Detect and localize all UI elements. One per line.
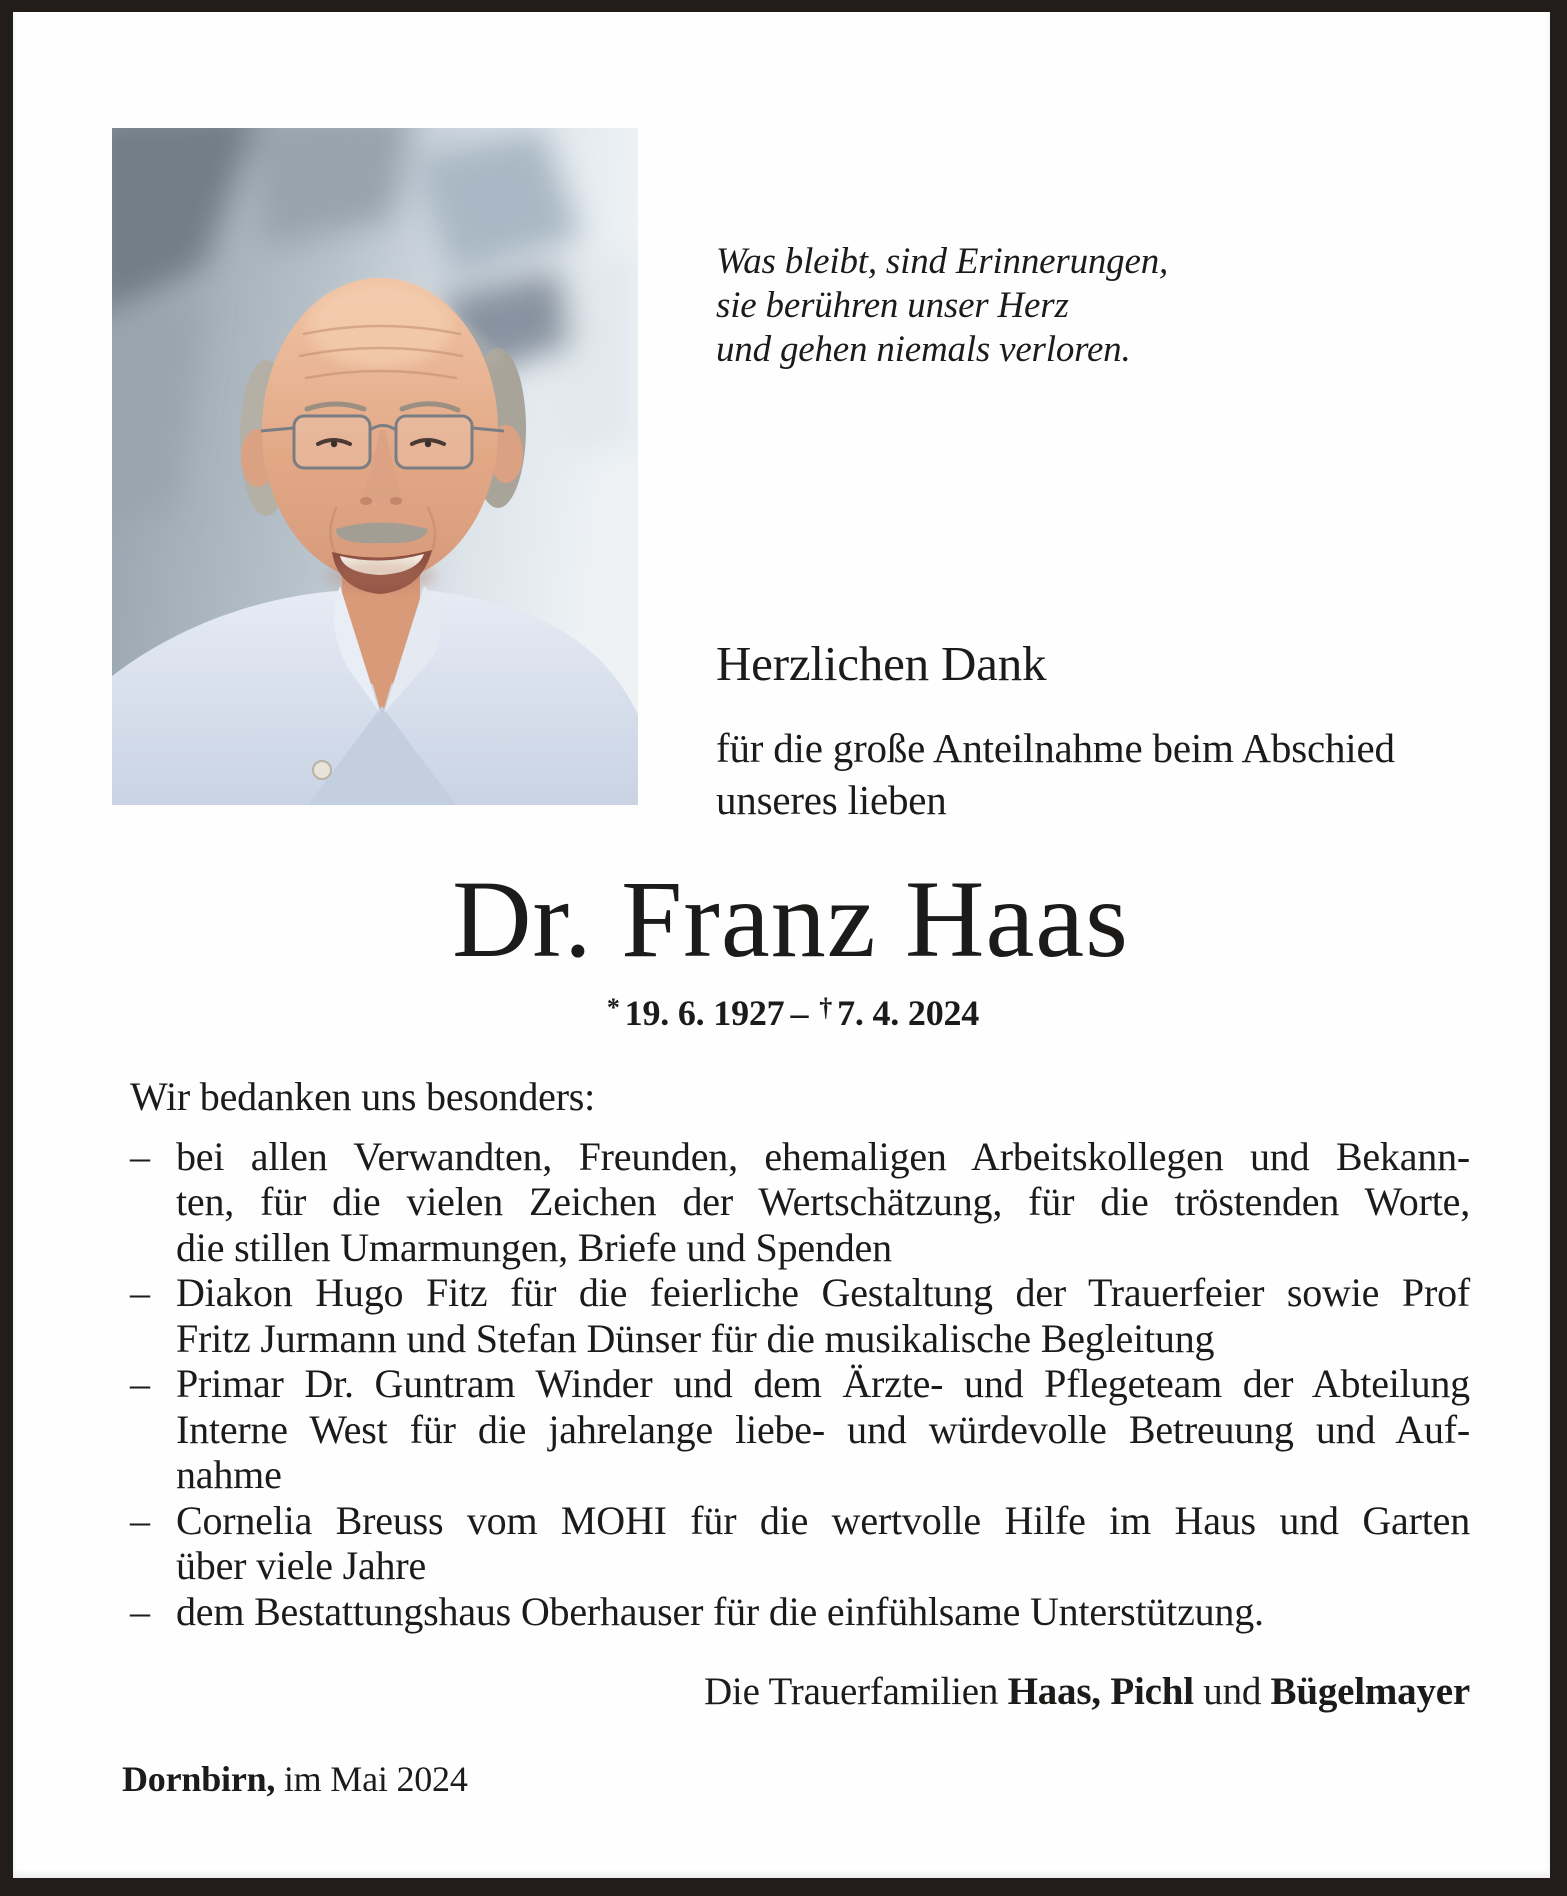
acknowledgment-text (176, 1589, 1470, 1635)
family-connector: und (1203, 1670, 1262, 1713)
acknowledgment-line: über viele Jahre (176, 1543, 427, 1588)
deceased-name: Dr. Franz Haas (452, 858, 1129, 980)
acknowledgment-line: ten, für die vielen Zeichen der Wertschätzung, für die tröstenden Worte, (176, 1179, 1470, 1224)
death-date: 7. 4. 2024 (837, 993, 980, 1033)
acknowledgment-list (130, 1134, 1470, 1635)
thanks-subtext-line: für die große Anteilnahme beim Abschied (716, 725, 1395, 771)
place-name: Dornbirn, (122, 1759, 276, 1799)
acknowledgment-text (176, 1498, 1470, 1589)
dates-separator: – (790, 993, 809, 1033)
acknowledgment-line: nahme (176, 1452, 282, 1497)
acknowledgment-item (130, 1134, 1470, 1271)
quote-line: und gehen niemals verloren. (716, 329, 1131, 370)
birth-date: 19. 6. 1927 (624, 993, 785, 1033)
acknowledgment-line: die stillen Umarmungen, Briefe und Spenden (176, 1224, 892, 1270)
thanks-subtext-line: unseres lieben (716, 777, 947, 823)
thanks-subtext (716, 722, 1395, 826)
list-dash-marker: – (130, 1133, 150, 1179)
acknowledgment-text (176, 1361, 1470, 1498)
list-dash-marker: – (130, 1361, 150, 1406)
obituary-page (13, 12, 1550, 1878)
portrait-illustration (112, 128, 638, 805)
quote-line: Was bleibt, sind Erinnerungen, (716, 241, 1169, 282)
list-dash-marker: – (130, 1588, 150, 1634)
place-date-line (122, 1756, 468, 1802)
acknowledgment-line: bei allen Verwandten, Freunden, ehemaligen Arbeitskollegen und Bekann- (176, 1133, 1470, 1179)
acknowledgment-item (130, 1589, 1470, 1635)
family-names-bold-1: Haas, Pichl (1007, 1670, 1194, 1713)
thanks-heading: Herzlichen Dank (716, 636, 1047, 691)
death-symbol: † (819, 993, 833, 1022)
acknowledgment-line: Interne West für die jahrelange liebe- und würdevolle Betreuung und Auf- (176, 1406, 1470, 1452)
list-dash-marker: – (130, 1497, 150, 1543)
acknowledgment-item (130, 1361, 1470, 1498)
deceased-portrait-photo (112, 128, 638, 805)
acknowledgment-line: Fritz Jurmann und Stefan Dünser für die musikalische Begleitung (176, 1315, 1215, 1361)
issue-date: im Mai 2024 (283, 1759, 468, 1799)
acknowledgment-line: Cornelia Breuss vom MOHI für die wertvolle Hilfe im Haus und Garten (176, 1497, 1470, 1543)
acknowledgment-item (130, 1498, 1470, 1589)
acknowledgment-item (130, 1270, 1470, 1361)
acknowledgment-intro: Wir bedanken uns besonders: (130, 1074, 596, 1119)
acknowledgments-section (130, 1074, 1470, 1634)
acknowledgment-line: Primar Dr. Guntram Winder und dem Ärzte- und Pflegeteam der Abteilung (176, 1361, 1470, 1406)
list-dash-marker: – (130, 1270, 150, 1315)
memorial-quote (716, 240, 1168, 372)
acknowledgment-text (176, 1270, 1470, 1361)
birth-symbol: * (606, 993, 620, 1022)
life-dates (13, 992, 1550, 1034)
quote-line: sie berühren unser Herz (716, 285, 1069, 326)
acknowledgment-line: Diakon Hugo Fitz für die feierliche Gestaltung der Trauerfeier sowie Prof (176, 1270, 1470, 1315)
family-prefix: Die Trauerfamilien (703, 1670, 999, 1713)
acknowledgment-text (176, 1134, 1470, 1271)
family-signature (704, 1668, 1470, 1716)
family-names-bold-2: Bügelmayer (1270, 1670, 1470, 1713)
acknowledgment-line: dem Bestattungshaus Oberhauser für die einfühlsame Unterstützung. (176, 1588, 1264, 1634)
